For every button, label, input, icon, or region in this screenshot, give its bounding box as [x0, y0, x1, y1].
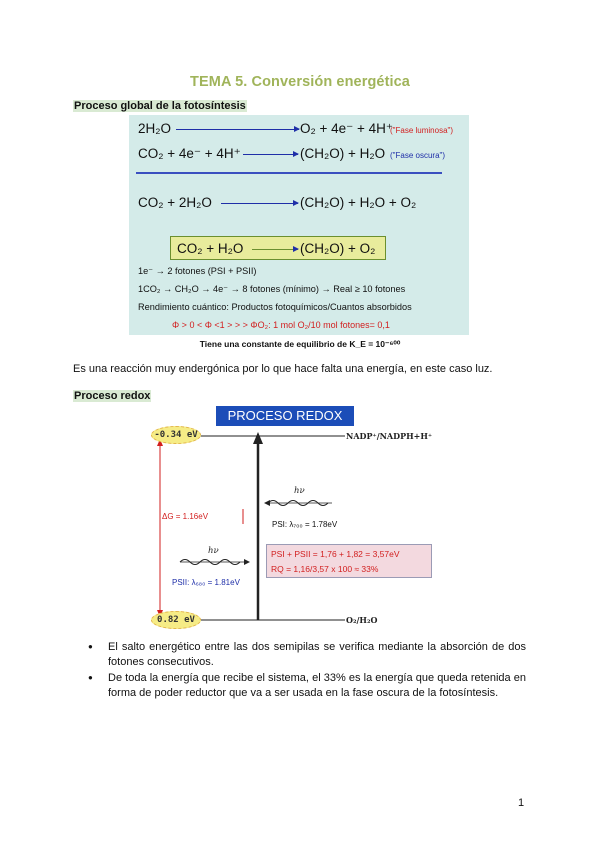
eq1-note: ("Fase luminosa"): [390, 126, 454, 135]
top-potential-badge: -0.34 eV: [151, 426, 201, 444]
fact-quantum-yield: Rendimiento cuántico: Productos fotoquímicos/Cuantos absorbidos: [138, 302, 412, 312]
eq1-right: O₂ + 4e⁻ + 4H⁺: [300, 121, 394, 136]
eq2-arrow: [243, 154, 298, 155]
photon-arrow-psi: [264, 500, 270, 506]
section-heading-photosynthesis: Proceso global de la fotosíntesis: [74, 100, 246, 112]
psii-energy-label: PSII: λ₆₈₀ = 1.81eV: [172, 578, 240, 587]
water-couple: O₂/H₂O: [346, 615, 378, 625]
eq4-right: (CH₂O) + O₂: [300, 241, 376, 256]
page-number: 1: [518, 797, 525, 809]
equilibrium-caption: Tiene una constante de equilibrio de K_E = 10⁻⁶⁰⁰: [199, 339, 401, 349]
list-item: ● De toda la energía que recibe el sistema, el 33% es la energía que queda retenida en forma de poder reductor que va a ser usada en la fase oscura de la fotosíntesis.: [88, 671, 526, 700]
eq3-arrow: [221, 203, 298, 204]
bullet-list: [88, 640, 526, 702]
quantum-yield-formula: Φ > 0 < Φ <1 > > > ΦO₂: 1 mol O₂/10 mol fotones= 0,1: [172, 320, 390, 330]
equation-separator: [136, 172, 442, 174]
energy-arrow-head: [253, 432, 263, 444]
eq4-left: CO₂ + H₂O: [177, 241, 244, 256]
psi-energy-label: PSI: λ₇₀₀ = 1.78eV: [272, 520, 338, 529]
delta-g-label: ΔG = 1.16eV: [162, 512, 209, 521]
bottom-potential-badge: 0.82 eV: [151, 611, 201, 629]
photon-arrow-psii: [244, 559, 250, 565]
eq3-left: CO₂ + 2H₂O: [138, 195, 212, 210]
fact-co2-photons: 1CO₂ → CH₂O → 4e⁻ → 8 fotones (mínimo) → Real ≥ 10 fotones: [138, 284, 406, 294]
fact-electron-photons: 1e⁻ → 2 fotones (PSI + PSII): [138, 266, 257, 276]
eq2-left: CO₂ + 4e⁻ + 4H⁺: [138, 146, 241, 161]
nadp-couple: NADP⁺/NADPH+H⁺: [346, 431, 433, 441]
eq3-right: (CH₂O) + H₂O + O₂: [300, 195, 417, 210]
hv-label-psi: hν: [294, 486, 305, 496]
calc-total-energy: PSI + PSII = 1,76 + 1,82 = 3,57eV: [271, 549, 400, 559]
body-paragraph: Es una reacción muy endergónica por lo que hace falta una energía, en este caso luz.: [73, 363, 493, 375]
section-heading-redox: Proceso redox: [74, 390, 151, 402]
eq1-left: 2H₂O: [138, 121, 171, 136]
redox-figure: [150, 406, 456, 632]
calc-quantum-ratio: RQ = 1,16/3,57 x 100 ≈ 33%: [271, 564, 379, 574]
page-title: TEMA 5. Conversión energética: [190, 74, 410, 90]
eq1-arrow: [176, 129, 299, 130]
eq2-right: (CH₂O) + H₂O: [300, 146, 386, 161]
list-item: ● El salto energético entre las dos semipilas se verifica mediante la absorción de dos fotones consecutivos.: [88, 640, 526, 669]
eq4-arrow: [252, 249, 298, 250]
hv-label-psii: hν: [208, 546, 219, 556]
eq2-note: ("Fase oscura"): [390, 151, 446, 160]
calculation-box: [266, 544, 432, 578]
redox-figure-title: PROCESO REDOX: [216, 406, 354, 426]
